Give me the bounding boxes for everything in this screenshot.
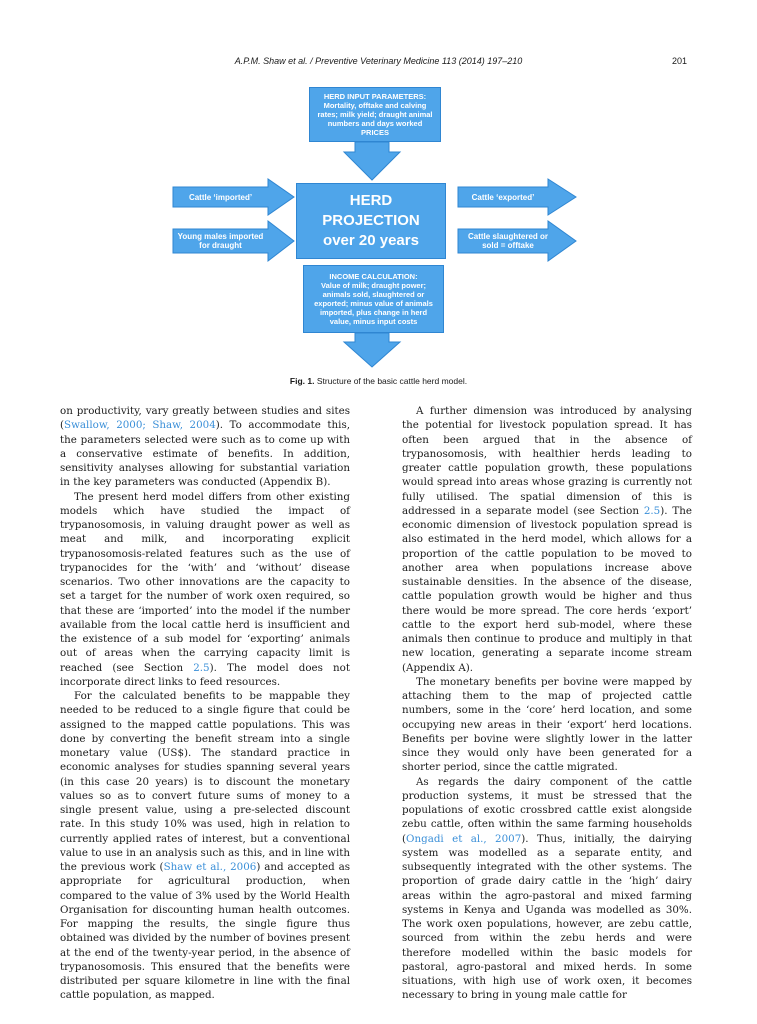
paragraph [60, 689, 350, 1003]
text-run: ) and accepted as appropriate for agricultural production, when compared to the value of 3% used by the World Health Organisation for discounting human health outcomes. For mapping the results, the single figure thus obtained was divided by the number of bovines present at the end of the twenty-year period, in the absence of trypanosomosis. This ensured that the benefits were distributed per square kilometre in line with the final cattle population, as mapped. [60, 861, 350, 1002]
page-number: 201 [671, 56, 687, 66]
text-run: For the calculated benefits to be mappable they needed to be reduced to a single figure that could be assigned to the mapped cattle populations. This was done by converting the benefit stream into a single monetary value (US$). The standard practice in economic analyses for studies spanning several years (in this case 20 years) is to discount the monetary values so as to convert future sums of money to a single present value, using a pre-selected discount rate. In this study 10% was used, high in relation to currently applied rates of interest, but a conventional value to use in an analysis such as this, and in line with the previous work ( [60, 690, 351, 873]
citation-link[interactable]: Ongadi et al., 2007 [406, 832, 522, 845]
young-males-label [173, 229, 268, 253]
text-run: ). The model does not incorporate direct links to feed resources. [60, 661, 350, 688]
income-line-4: imported, plus change in herd [319, 308, 428, 317]
imported-label-wrap [173, 187, 268, 207]
text-run: on productivity, vary greatly between studies and sites ( [60, 405, 350, 432]
text-run: The present herd model differs from other existing models which have studied the impact of trypanosomosis, in valuing draught power as well as meat and milk, and incorporating explicit trypanosomosis-related features such as the use of trypanocides for the ‘with’ and ‘without’ disease scenarios. Two other innovations are the capacity to set a target for the number of work oxen required, so that these are ‘imported’ into the model if the number available from the local cattle herd is insufficient and the existence of a sub model for ‘exporting’ animals out of areas when the carrying capacity limit is reached (see Section [60, 490, 350, 674]
projection-line-2: PROJECTION [322, 212, 420, 229]
herd-projection-box [296, 183, 446, 259]
offtake-label-wrap [458, 229, 558, 253]
journal-citation: A.P.M. Shaw et al. / Preventive Veterinary Medicine 113 (2014) 197–210 [234, 56, 523, 66]
herd-input-parameters-box [309, 87, 441, 142]
income-calculation-box [303, 265, 444, 333]
projection-line-1: HERD [349, 192, 393, 209]
input-heading: HERD INPUT PARAMETERS: [323, 92, 427, 101]
citation-link[interactable]: 2.5 [643, 504, 661, 517]
exported-label: Cattle ‘exported’ [471, 192, 535, 202]
text-run: The monetary benefits per bovine were mapped by attaching them to the map of projected cattle numbers, some in the ‘core’ herd location, and some occupying new areas in their ‘export’ herd locations. Benefits per bovine were slightly lower in the latter since they would only have been generated for a shorter period, since the cattle migrated. [402, 675, 692, 774]
young-males-line-2: for draught [199, 241, 242, 250]
caption-text: Structure of the basic cattle herd model. [316, 376, 468, 386]
young-males-line-1: Young males imported [177, 232, 264, 241]
input-line-2: rates; milk yield; draught animal [317, 110, 433, 119]
paragraph [402, 675, 692, 775]
paragraph [402, 775, 692, 1003]
arrow-income-down [344, 333, 400, 367]
offtake-label [458, 229, 558, 253]
exported-label-wrap [458, 187, 548, 207]
income-line-1: Value of milk; draught power; [320, 281, 426, 290]
right-column [402, 404, 692, 1003]
arrow-input-down [344, 142, 400, 180]
young-males-label-wrap [173, 229, 268, 253]
projection-line-3: over 20 years [323, 232, 419, 249]
text-run: As regards the dairy component of the cattle production systems, it must be stressed that the populations of exotic crossbred cattle exist alongside zebu cattle, often within the same farming households ( [402, 775, 692, 845]
input-line-3: numbers and days worked [327, 119, 423, 128]
offtake-line-1: Cattle slaughtered or [467, 232, 548, 241]
input-prices: PRICES [361, 128, 389, 137]
income-line-2: animals sold, slaughtered or [322, 290, 425, 299]
caption-label: Fig. 1. [289, 376, 315, 386]
offtake-line-2: sold = offtake [482, 241, 534, 250]
citation-link[interactable]: Swallow, 2000; Shaw, 2004 [64, 419, 216, 432]
paragraph [60, 404, 350, 490]
text-run: ). To accommodate this, the parameters selected were such as to come up with a conservative estimate of benefits. In addition, sensitivity analyses allowing for substantial variation in the key parameters was conducted (Appendix B). [60, 419, 351, 489]
paragraph [402, 404, 692, 675]
income-line-5: value, minus input costs [329, 317, 418, 326]
herd-model-diagram [0, 0, 757, 372]
text-run: ). Thus, initially, the dairying system was modelled as a separate entity, and subsequently integrated with the other systems. The proportion of grade dairy cattle in the ‘high’ dairy areas within the agro-pastoral and mixed farming systems in Kenya and Uganda was modelled as 30%. The work oxen populations, however, are zebu cattle, sourced from within the zebu herds and were therefore modelled within the basic models for pastoral, agro-pastoral and mixed herds. In some situations, with high use of work oxen, it becomes necessary to bring in young male cattle for [402, 832, 692, 1002]
text-run: ). The economic dimension of livestock population spread is also estimated in the herd model, which allows for a proportion of the cattle population to be moved to another area when populations increase above sustainable densities. In the absence of the disease, cattle population growth would be higher and thus there would be more spread. The core herds ‘export’ cattle to the export herd sub-model, where these animals then continue to produce and multiply in that new location, generating a separate income stream (Appendix A). [402, 504, 692, 674]
left-column [60, 404, 350, 1003]
income-line-3: exported; minus value of animals [314, 299, 433, 308]
citation-link[interactable]: 2.5 [193, 661, 210, 674]
text-run: A further dimension was introduced by analysing the potential for livestock population spread. It has often been argued that in the absence of trypanosomosis, with healthier herds leading to greater cattle population growth, these populations would spread into areas whose grazing is currently not fully utilised. The spatial dimension of this is addressed in a separate model (see Section [402, 405, 692, 517]
income-heading: INCOME CALCULATION: [329, 272, 418, 281]
citation-link[interactable]: Shaw et al., 2006 [163, 861, 257, 873]
input-line-1: Mortality, offtake and calving [323, 101, 427, 110]
imported-label: Cattle ‘imported’ [188, 192, 253, 202]
figure-caption [0, 376, 757, 386]
paragraph [60, 490, 350, 690]
